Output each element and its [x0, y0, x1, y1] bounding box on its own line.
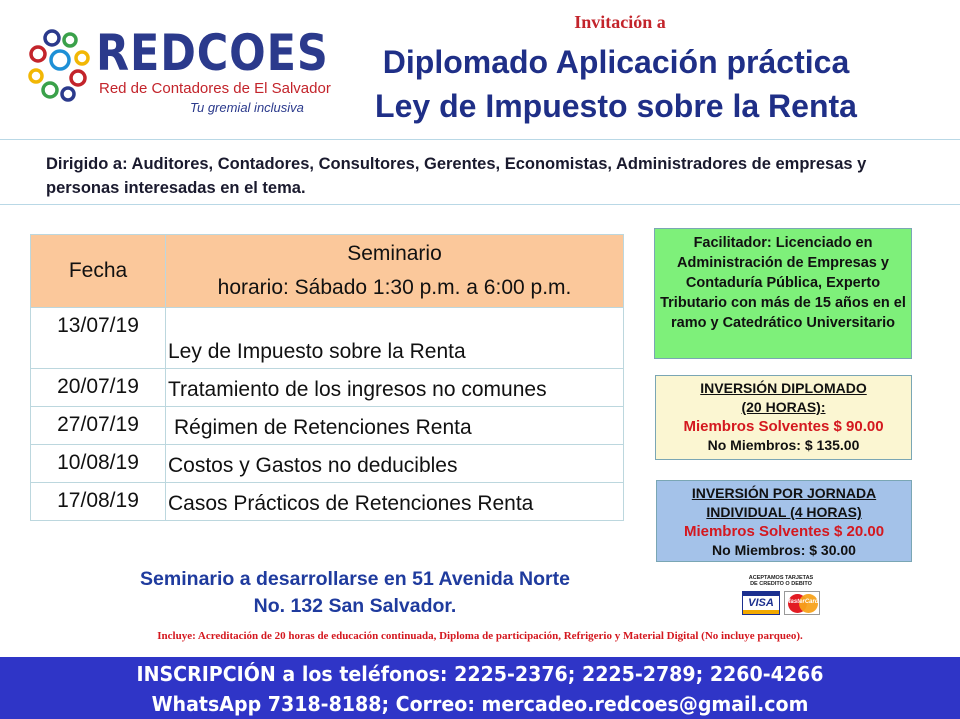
- cards-caption-line2: DE CREDITO O DEBITO: [750, 581, 812, 587]
- table-row: [31, 369, 624, 407]
- logo-dot: [51, 51, 69, 69]
- non-members-price: No Miembros: $ 135.00: [707, 437, 860, 453]
- logo-dot: [31, 47, 45, 61]
- facilitator-text: Facilitador: Licenciado en Administración de Empresas y Contaduría Pública, Experto Tributario con más de 15 años en el ramo y Catedrático Universitario: [660, 235, 906, 331]
- mastercard-icon: [784, 591, 820, 615]
- logo-tagline: Tu gremial inclusiva: [190, 100, 304, 115]
- mastercard-label: MasterCard: [785, 599, 819, 605]
- table-header-row: [31, 235, 624, 308]
- logo-name: REDCOES: [96, 24, 329, 82]
- members-price: Miembros Solventes $ 20.00: [683, 523, 885, 540]
- divider: [0, 139, 960, 140]
- seminar-header-title: Seminario: [347, 242, 442, 265]
- investment-diploma-title: INVERSIÓN DIPLOMADO: [700, 380, 867, 396]
- registration-footer: [0, 657, 960, 719]
- investment-individual-hours: INDIVIDUAL (4 HORAS): [706, 504, 862, 520]
- table-row: [31, 483, 624, 521]
- table-row: [31, 407, 624, 445]
- session-date: 10/08/19: [31, 445, 166, 483]
- visa-card-icon: [742, 591, 780, 615]
- column-header-seminar: [166, 235, 624, 308]
- logo-dot: [64, 34, 76, 46]
- registration-contact: WhatsApp 7318-8188; Correo: mercadeo.redcoes@gmail.com: [151, 692, 809, 716]
- visa-label: VISA: [748, 597, 774, 609]
- logo-dot: [71, 71, 85, 85]
- session-topic: Tratamiento de los ingresos no comunes: [166, 369, 624, 407]
- session-date: 27/07/19: [31, 407, 166, 445]
- table-row: [31, 308, 624, 369]
- venue-line1: Seminario a desarrollarse en 51 Avenida Norte: [140, 568, 570, 590]
- accepted-cards: [740, 575, 822, 617]
- session-date: 17/08/19: [31, 483, 166, 521]
- cards-caption-line1: ACEPTAMOS TARJETAS: [748, 575, 814, 581]
- logo-dot: [30, 70, 42, 82]
- investment-individual-title: INVERSIÓN POR JORNADA: [691, 485, 877, 501]
- investment-diploma-hours: (20 HORAS):: [741, 399, 826, 415]
- seminar-header-schedule: horario: Sábado 1:30 p.m. a 6:00 p.m.: [217, 276, 572, 299]
- redcoes-logo: [24, 22, 331, 122]
- logo-dot: [45, 31, 59, 45]
- page-title-line2: Ley de Impuesto sobre la Renta: [375, 88, 857, 124]
- facilitator-box: [654, 228, 912, 359]
- divider: [0, 204, 960, 205]
- session-topic: Ley de Impuesto sobre la Renta: [166, 308, 624, 369]
- investment-individual-box: [656, 480, 912, 562]
- column-header-date: Fecha: [31, 235, 166, 308]
- table-row: [31, 445, 624, 483]
- logo-dot: [43, 83, 57, 97]
- audience-text: Dirigido a: Auditores, Contadores, Consultores, Gerentes, Economistas, Administradores de empresas y personas interesadas en el tema.: [46, 155, 867, 197]
- venue-line2: No. 132 San Salvador.: [253, 595, 457, 617]
- page-title-line1: Diplomado Aplicación práctica: [382, 44, 850, 80]
- session-topic: Casos Prácticos de Retenciones Renta: [166, 483, 624, 521]
- logo-subtitle: Red de Contadores de El Salvador: [99, 80, 331, 97]
- session-date: 13/07/19: [31, 308, 166, 369]
- session-date: 20/07/19: [31, 369, 166, 407]
- logo-dot: [76, 52, 88, 64]
- includes-note: Incluye: Acreditación de 20 horas de educación continuada, Diploma de participación, Refrigerio y Material Digital (No incluye parqueo).: [157, 630, 803, 642]
- session-topic: Costos y Gastos no deducibles: [166, 445, 624, 483]
- network-logo-icon: [26, 28, 92, 108]
- investment-diploma-box: [655, 375, 912, 460]
- logo-dot: [62, 88, 74, 100]
- schedule-table: [30, 234, 624, 521]
- registration-phones: INSCRIPCIÓN a los teléfonos: 2225-2376; 2225-2789; 2260-4266: [136, 662, 824, 686]
- non-members-price: No Miembros: $ 30.00: [712, 542, 856, 558]
- session-topic: Régimen de Retenciones Renta: [166, 407, 624, 445]
- invitation-label: Invitación a: [574, 12, 666, 32]
- members-price: Miembros Solventes $ 90.00: [683, 418, 884, 435]
- venue-location: [60, 566, 650, 620]
